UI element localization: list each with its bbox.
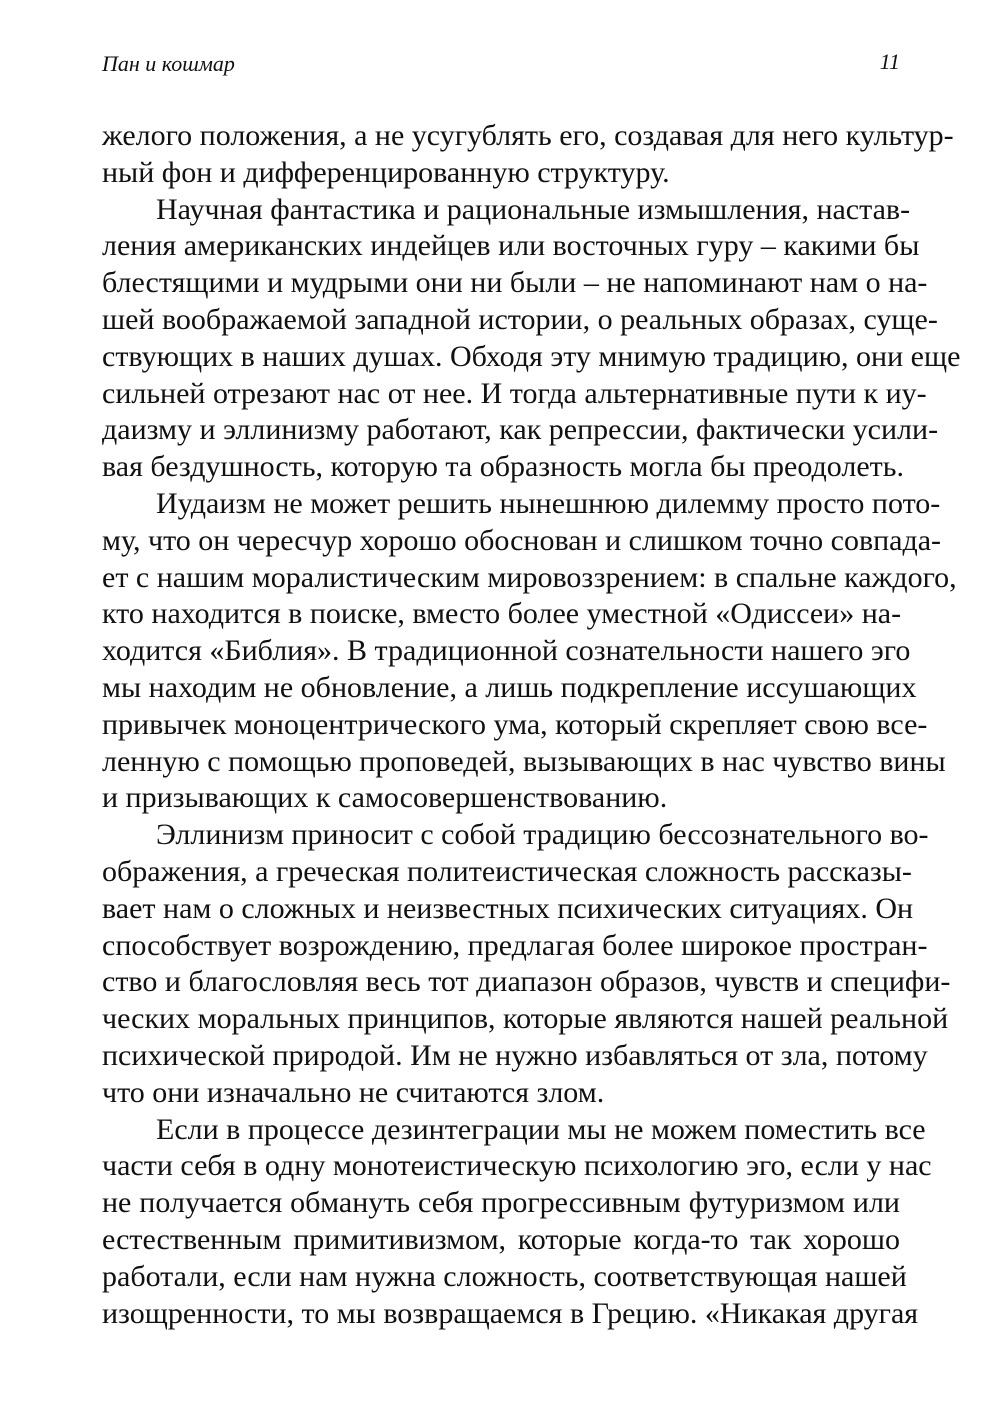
text-line: естественным примитивизмом, которые когда-то так хорошо (102, 1222, 900, 1256)
text-line: кто находится в поиске, вместо более уместной «Одиссеи» на- (102, 597, 902, 631)
text-line: даизму и эллинизму работают, как репрессии, фактически усили- (102, 413, 939, 447)
text-line: вая бездушность, которую та образность могла бы преодолеть. (102, 450, 904, 484)
text-line: Эллинизм приносит с собой традицию бессознательного во- (156, 818, 929, 852)
text-line: Научная фантастика и рациональные измышления, настав- (156, 192, 911, 226)
text-line: желого положения, а не усугублять его, создавая для него культур- (102, 119, 954, 152)
text-line: Если в процессе дезинтеграции мы не можем поместить все (156, 1112, 926, 1146)
text-line: ный фон и дифференцированную структуру. (102, 155, 670, 189)
text-line: изощренности, то мы возвращаемся в Грецию. «Никакая другая (102, 1296, 919, 1330)
text-line: что они изначально не считаются злом. (102, 1075, 605, 1109)
text-line: части себя в одну монотеистическую психологию эго, если у нас (102, 1149, 932, 1183)
text-line: психической природой. Им не нужно избавляться от зла, потому (102, 1038, 928, 1072)
text-line: привычек моноцентрического ума, который скрепляет свою все- (102, 707, 928, 741)
text-line: ствующих в наших душах. Обходя эту мнимую традицию, они еще (102, 339, 961, 373)
running-title: Пан и кошмар (102, 51, 235, 76)
text-line: ческих моральных принципов, которые являются нашей реальной (102, 1002, 949, 1036)
text-line: блестящими и мудрыми они ни были – не напоминают нам о на- (102, 266, 928, 300)
text-line: мы находим не обновление, а лишь подкрепление иссушающих (102, 670, 917, 704)
text-line: способствует возрождению, предлагая более широкое простран- (102, 928, 928, 962)
text-line: ходится «Библия». В традиционной сознательности нашего эго (102, 634, 911, 668)
text-line: ления американских индейцев или восточных гуру – какими бы (102, 229, 920, 263)
text-line: Иудаизм не может решить нынешнюю дилемму просто пото- (156, 486, 941, 520)
text-line: шей воображаемой западной истории, о реальных образах, суще- (102, 302, 938, 336)
text-line: вает нам о сложных и неизвестных психических ситуациях. Он (102, 891, 914, 925)
text-line: сильней отрезают нас от нее. И тогда альтернативные пути к иу- (102, 376, 927, 410)
text-line: и призывающих к самосовершенствованию. (102, 781, 668, 815)
body-text (102, 118, 961, 1332)
text-line: работали, если нам нужна сложность, соответствующая нашей (102, 1259, 907, 1293)
text-line: му, что он чересчур хорошо обоснован и слишком точно совпада- (102, 523, 942, 557)
text-line: ство и благословляя весь тот диапазон образов, чувств и специфи- (102, 965, 951, 999)
text-line: ет с нашим моралистическим мировоззрением: в спальне каждого, (102, 560, 957, 594)
text-line: ленную с помощью проповедей, вызывающих в нас чувство вины (102, 744, 946, 778)
text-line: ображения, а греческая политеистическая сложность рассказы- (102, 854, 912, 888)
text-line: не получается обмануть себя прогрессивным футуризмом или (102, 1186, 900, 1220)
page-number: 11 (879, 49, 900, 74)
